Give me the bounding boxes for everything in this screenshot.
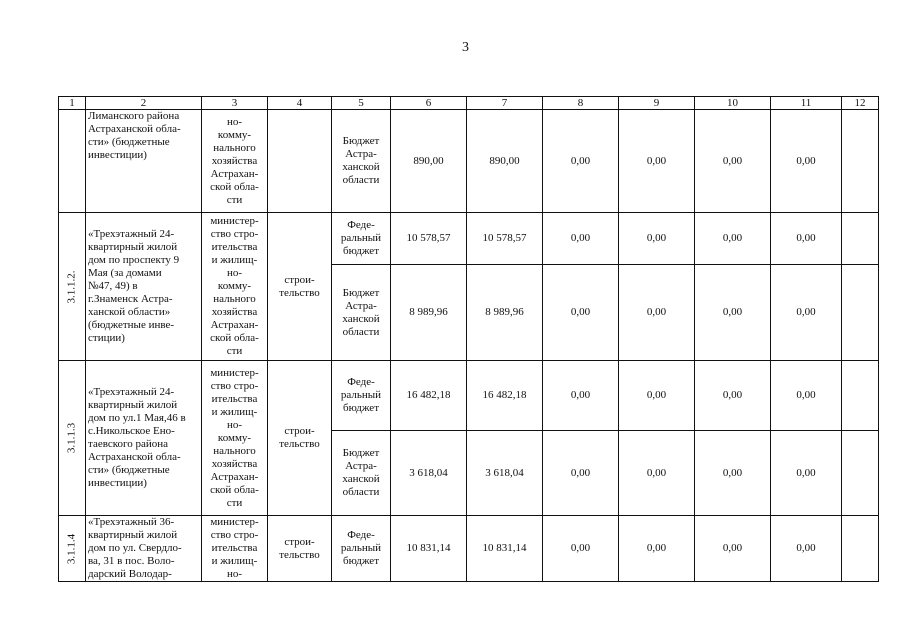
value-cell [842, 110, 879, 213]
col-header: 11 [771, 97, 842, 110]
value-cell: 10 578,57 [467, 213, 543, 265]
col-header: 9 [619, 97, 695, 110]
value-cell: 10 578,57 [391, 213, 467, 265]
value-cell: 0,00 [695, 265, 771, 361]
work-kind: строи- тельство [268, 361, 332, 516]
executor: министер- ство стро- ительства и жилищ- но- комму- нального хозяйства Астрахан- ской обла- сти [202, 213, 268, 361]
value-cell: 0,00 [619, 265, 695, 361]
col-header: 1 [59, 97, 86, 110]
object-name: «Трехэтажный 24- квартирный жилой дом по проспекту 9 Мая (за домами №47, 49) в г.Знаменск Астра- ханской области» (бюджетные инве- стиции) [86, 213, 202, 361]
value-cell: 0,00 [695, 213, 771, 265]
object-name: Лиманского района Астраханской обла- сти» (бюджетные инвестиции) [86, 110, 202, 213]
row-code [59, 110, 86, 213]
executor: министер- ство стро- ительства и жилищ- но- [202, 516, 268, 582]
value-cell: 8 989,96 [391, 265, 467, 361]
value-cell [842, 265, 879, 361]
page-number: 3 [462, 40, 469, 55]
work-kind [268, 110, 332, 213]
col-header: 3 [202, 97, 268, 110]
object-name: «Трехэтажный 36- квартирный жилой дом по ул. Свердло- ва, 31 в пос. Воло- дарский Володар- [86, 516, 202, 582]
value-cell: 0,00 [695, 361, 771, 431]
col-header: 10 [695, 97, 771, 110]
table-row [59, 110, 879, 213]
value-cell: 0,00 [543, 110, 619, 213]
value-cell [842, 361, 879, 431]
value-cell: 0,00 [619, 213, 695, 265]
value-cell: 0,00 [619, 516, 695, 582]
funding-source: Бюджет Астра- ханской области [332, 265, 391, 361]
header-row [59, 97, 879, 110]
col-header: 5 [332, 97, 391, 110]
value-cell [842, 431, 879, 516]
value-cell: 0,00 [619, 431, 695, 516]
value-cell: 0,00 [543, 516, 619, 582]
table-row [59, 213, 879, 265]
value-cell: 10 831,14 [467, 516, 543, 582]
value-cell: 0,00 [771, 516, 842, 582]
funding-source: Феде- ральный бюджет [332, 213, 391, 265]
value-cell: 0,00 [619, 110, 695, 213]
value-cell: 0,00 [771, 213, 842, 265]
col-header: 6 [391, 97, 467, 110]
col-header: 4 [268, 97, 332, 110]
funding-source: Феде- ральный бюджет [332, 516, 391, 582]
executor: но- комму- нального хозяйства Астрахан- ской обла- сти [202, 110, 268, 213]
col-header: 7 [467, 97, 543, 110]
funding-source: Бюджет Астра- ханской области [332, 110, 391, 213]
value-cell: 3 618,04 [467, 431, 543, 516]
value-cell: 890,00 [391, 110, 467, 213]
value-cell: 10 831,14 [391, 516, 467, 582]
work-kind: строи- тельство [268, 516, 332, 582]
col-header: 12 [842, 97, 879, 110]
value-cell: 16 482,18 [467, 361, 543, 431]
value-cell: 0,00 [771, 110, 842, 213]
value-cell [842, 516, 879, 582]
value-cell: 0,00 [695, 431, 771, 516]
col-header: 8 [543, 97, 619, 110]
work-kind: строи- тельство [268, 213, 332, 361]
value-cell: 0,00 [771, 431, 842, 516]
budget-table [58, 96, 879, 582]
value-cell: 0,00 [771, 361, 842, 431]
funding-source: Бюджет Астра- ханской области [332, 431, 391, 516]
col-header: 2 [86, 97, 202, 110]
value-cell: 0,00 [543, 213, 619, 265]
funding-source: Феде- ральный бюджет [332, 361, 391, 431]
row-code-text: 3.1.1.4 [65, 533, 78, 564]
value-cell: 0,00 [543, 265, 619, 361]
row-code-text: 3.1.1.3 [65, 422, 78, 454]
value-cell: 3 618,04 [391, 431, 467, 516]
executor: министер- ство стро- ительства и жилищ- но- комму- нального хозяйства Астрахан- ской обла- сти [202, 361, 268, 516]
value-cell [842, 213, 879, 265]
row-code [59, 516, 86, 582]
value-cell: 0,00 [771, 265, 842, 361]
table-row [59, 516, 879, 582]
value-cell: 0,00 [543, 431, 619, 516]
row-code-text: 3.1.1.2. [65, 270, 78, 303]
value-cell: 16 482,18 [391, 361, 467, 431]
value-cell: 0,00 [543, 361, 619, 431]
value-cell: 8 989,96 [467, 265, 543, 361]
value-cell: 890,00 [467, 110, 543, 213]
row-code [59, 361, 86, 516]
object-name: «Трехэтажный 24- квартирный жилой дом по ул.1 Мая,46 в с.Никольское Ено- таевского района Астраханской обла- сти» (бюджетные инвестиции) [86, 361, 202, 516]
table-row [59, 361, 879, 431]
value-cell: 0,00 [619, 361, 695, 431]
value-cell: 0,00 [695, 516, 771, 582]
row-code [59, 213, 86, 361]
value-cell: 0,00 [695, 110, 771, 213]
